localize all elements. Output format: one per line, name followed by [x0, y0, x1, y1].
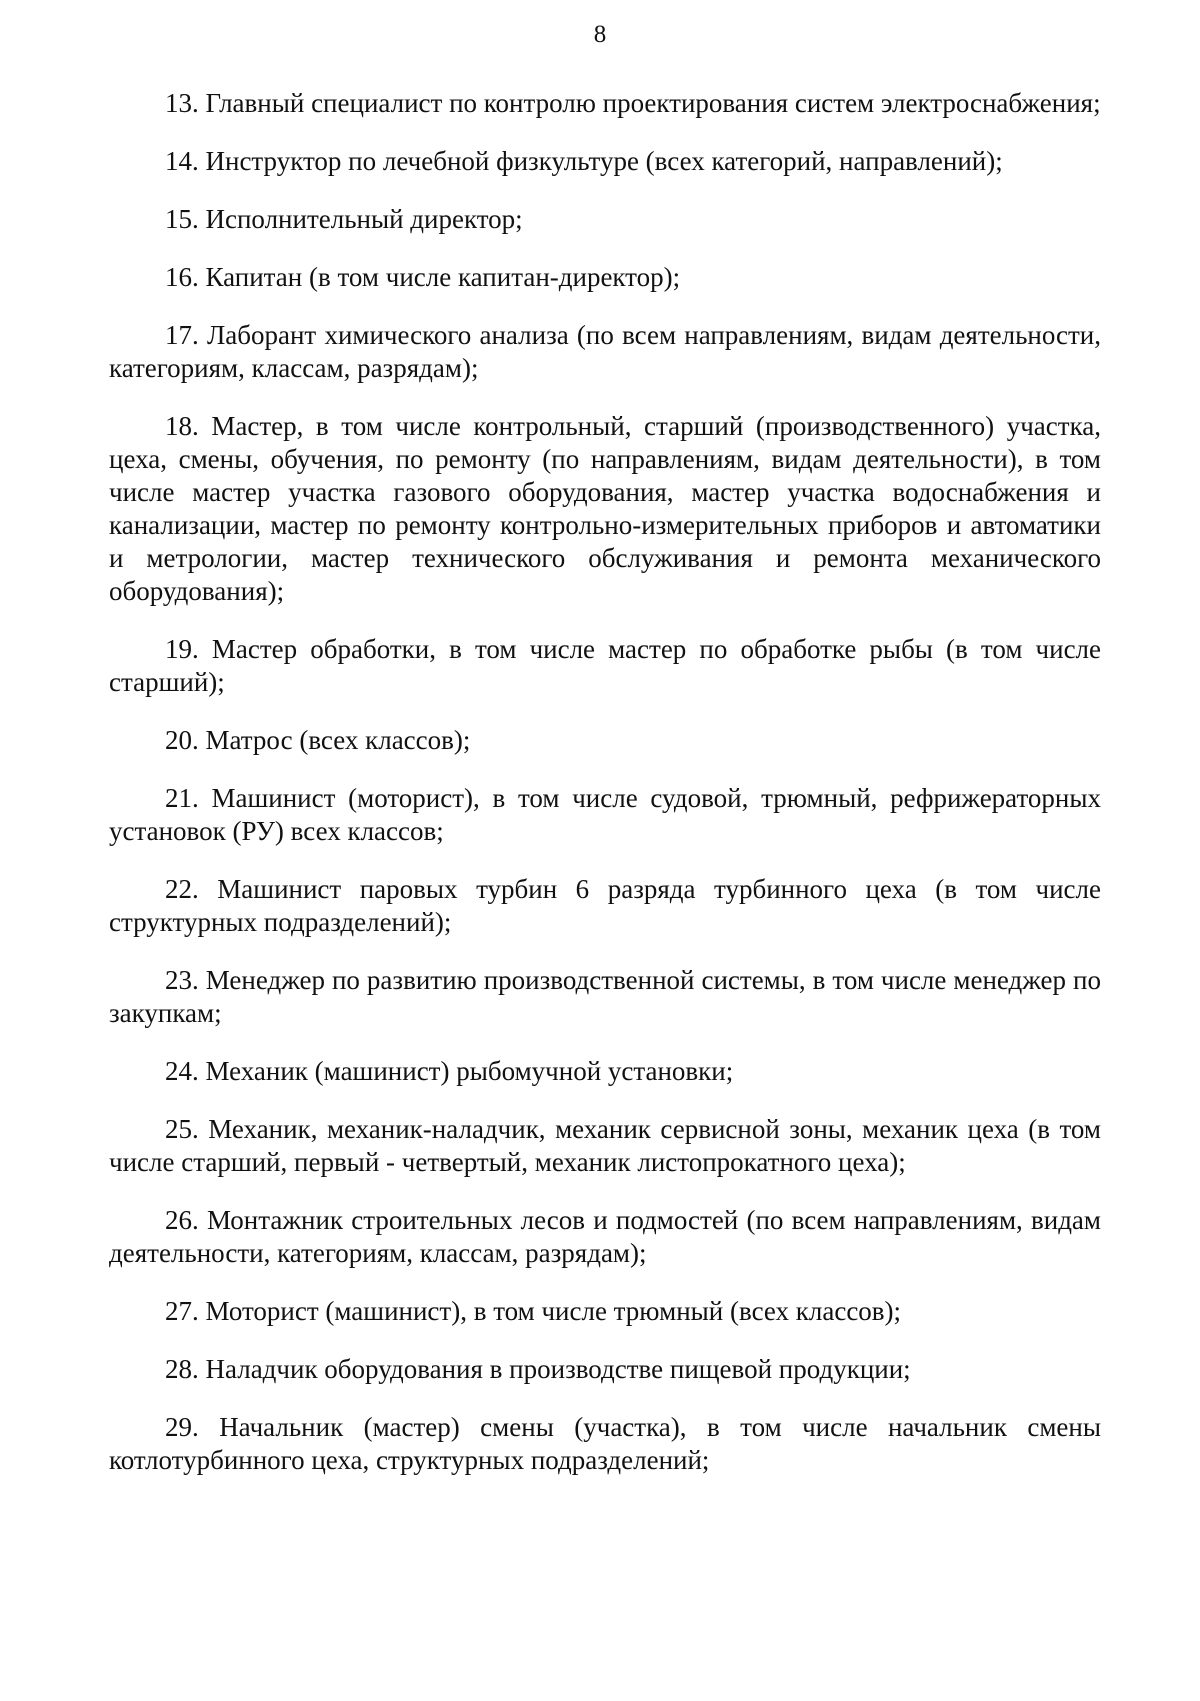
item-number: 14.	[165, 146, 199, 176]
item-text: Капитан (в том числе капитан-директор);	[205, 262, 681, 292]
item-number: 21.	[165, 783, 199, 813]
item-number: 17.	[165, 320, 199, 350]
item-number: 20.	[165, 725, 199, 755]
list-item	[109, 145, 1101, 178]
item-number: 23.	[165, 965, 199, 995]
list-item	[109, 87, 1101, 120]
item-text: Механик, механик-наладчик, механик сервисной зоны, механик цеха (в том числе старший, первый - четвертый, механик листопрокатного цеха);	[109, 1114, 1102, 1177]
item-text: Менеджер по развитию производственной системы, в том числе менеджер по закупкам;	[109, 965, 1101, 1028]
item-number: 28.	[165, 1354, 199, 1384]
item-number: 16.	[165, 262, 199, 292]
item-number: 15.	[165, 204, 199, 234]
item-number: 18.	[165, 411, 199, 441]
item-text: Наладчик оборудования в производстве пищевой продукции;	[205, 1354, 911, 1384]
item-text: Начальник (мастер) смены (участка), в том числе начальник смены котлотурбинного цеха, структурных подразделений;	[109, 1412, 1102, 1475]
item-text: Мастер обработки, в том числе мастер по обработке рыбы (в том числе старший);	[109, 634, 1102, 697]
page-number: 8	[593, 21, 607, 48]
item-number: 26.	[165, 1205, 199, 1235]
item-text: Исполнительный директор;	[205, 204, 523, 234]
item-text: Машинист паровых турбин 6 разряда турбинного цеха (в том числе структурных подразделений);	[109, 874, 1101, 937]
list-item	[109, 1204, 1101, 1270]
item-text: Механик (машинист) рыбомучной установки;	[205, 1056, 734, 1086]
list-item	[109, 724, 1101, 757]
item-text: Инструктор по лечебной физкультуре (всех категорий, направлений);	[205, 146, 1003, 176]
list-item	[109, 1295, 1101, 1328]
list-item	[109, 410, 1101, 608]
list-item	[109, 319, 1101, 385]
list-item	[109, 261, 1101, 294]
item-text: Машинист (моторист), в том числе судовой, трюмный, рефрижераторных установок (РУ) всех классов;	[109, 783, 1102, 846]
item-number: 19.	[165, 634, 199, 664]
item-number: 27.	[165, 1296, 199, 1326]
item-number: 29.	[165, 1412, 199, 1442]
item-number: 24.	[165, 1056, 199, 1086]
list-item	[109, 1411, 1101, 1477]
item-text: Монтажник строительных лесов и подмостей (по всем направлениям, видам деятельности, категориям, классам, разрядам);	[109, 1205, 1101, 1268]
item-number: 25.	[165, 1114, 199, 1144]
item-text: Моторист (машинист), в том числе трюмный (всех классов);	[205, 1296, 902, 1326]
list-item	[109, 964, 1101, 1030]
list-item	[109, 1353, 1101, 1386]
item-number: 13.	[165, 88, 199, 118]
item-text: Мастер, в том числе контрольный, старший (производственного) участка, цеха, смены, обучения, по ремонту (по направлениям, видам деятельности), в том числе мастер участка газового оборудования, мастер участка водоснабжения и канализации, мастер по ремонту контрольно-измерительных приборов и автоматики и метрологии, мастер технического обслуживания и ремонта механического оборудования);	[109, 411, 1102, 606]
list-item	[109, 1113, 1101, 1179]
item-text: Главный специалист по контролю проектирования систем электроснабжения;	[205, 88, 1101, 118]
list-item	[109, 203, 1101, 236]
position-list	[109, 87, 1101, 1502]
list-item	[109, 633, 1101, 699]
item-number: 22.	[165, 874, 199, 904]
list-item	[109, 1055, 1101, 1088]
list-item	[109, 782, 1101, 848]
item-text: Матрос (всех классов);	[205, 725, 471, 755]
item-text: Лаборант химического анализа (по всем направлениям, видам деятельности, категориям, классам, разрядам);	[109, 320, 1102, 383]
list-item	[109, 873, 1101, 939]
